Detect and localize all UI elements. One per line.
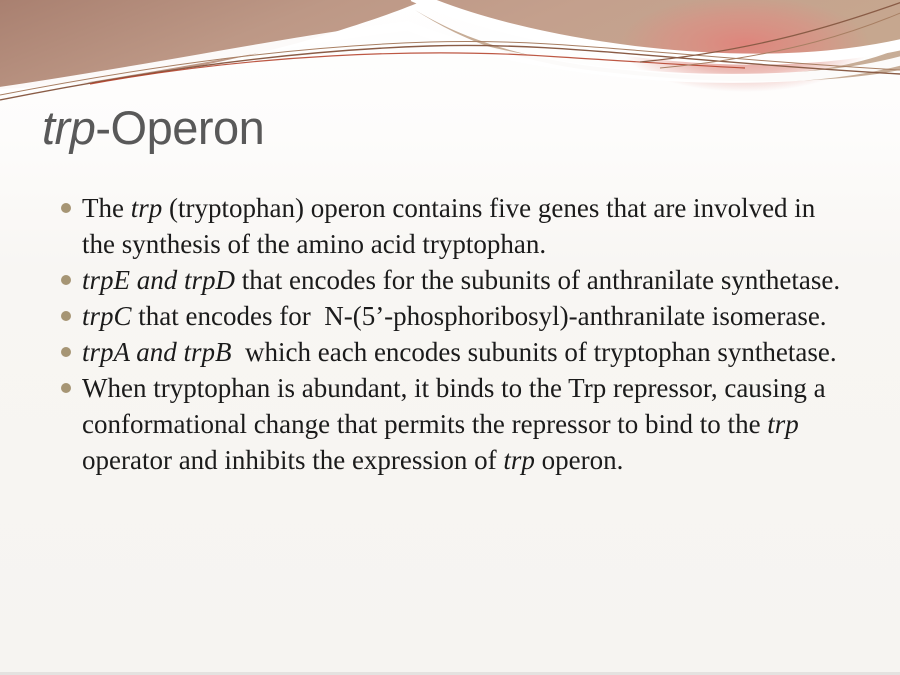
wave-thin-line-light (0, 41, 900, 95)
wave-pink-band (0, 0, 900, 89)
bullet-item (60, 190, 846, 262)
bullet-item (60, 298, 846, 334)
bullet-list (60, 190, 846, 478)
bullet-marker-icon (61, 275, 71, 285)
wave-white-ribbon-upper (413, 0, 900, 59)
bullet-text: The trp (tryptophan) operon contains five genes that are involved in the synthesis of the amino acid tryptophan. (82, 193, 823, 259)
slide-title (42, 101, 264, 155)
wave-tan-band (415, 10, 900, 81)
wave-corner-line-light (660, 8, 900, 68)
bullet-item (60, 262, 846, 298)
bullet-item (60, 334, 846, 370)
bullet-marker-icon (61, 311, 71, 321)
bullet-text: trpA and trpB which each encodes subunits of tryptophan synthetase. (82, 337, 837, 367)
bullet-text: trpC that encodes for N-(5’-phosphoribosyl)-anthranilate isomerase. (82, 301, 827, 331)
wave-white-ribbon-lower (0, 26, 900, 92)
bullet-marker-icon (61, 347, 71, 357)
wave-red-glow (620, 0, 870, 92)
wave-corner-line-brown (640, 2, 900, 62)
slide-title-regular-part: -Operon (95, 101, 265, 154)
wave-thin-line-brown (0, 45, 900, 100)
wave-thin-line-red (90, 53, 745, 84)
bullet-text: trpE and trpD that encodes for the subunits of anthranilate synthetase. (82, 265, 841, 295)
bullet-marker-icon (61, 383, 71, 393)
bullet-marker-icon (61, 203, 71, 213)
bullet-text: When tryptophan is abundant, it binds to the Trp repressor, causing a conformational change that permits the repressor to bind to the trp operator and inhibits the expression of trp operon. (82, 373, 833, 475)
bullet-item (60, 370, 846, 478)
slide-title-italic-part: trp (42, 101, 96, 154)
